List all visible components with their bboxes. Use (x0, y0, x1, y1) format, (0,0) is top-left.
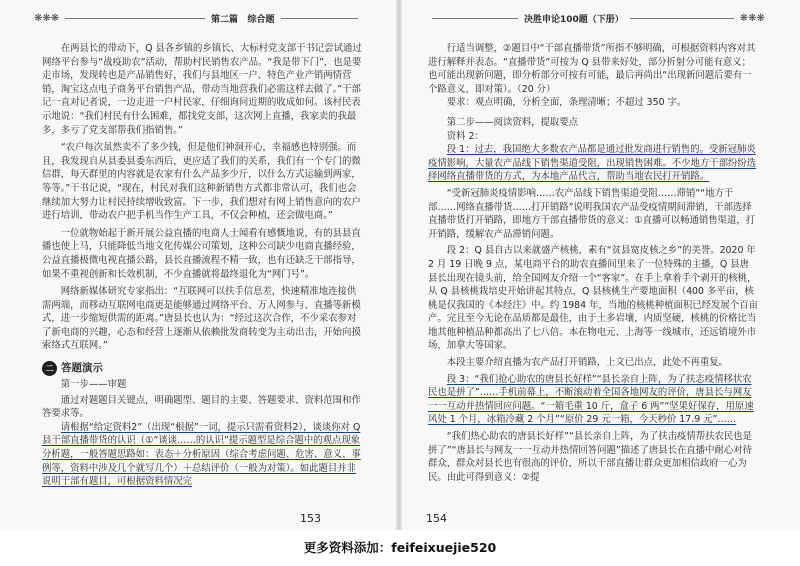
right-page (402, 0, 800, 530)
section-heading (42, 361, 362, 376)
left-running-header (34, 12, 364, 25)
material-paragraph: 段 2：Q 县自古以来就盛产核桃，素有“贫县宽皮核之乡”的美誉。2020 年 2 月 19 日晚 9 点，某电商平台的助农直播间里来了一位特殊的主播，Q 县唐县长出现在镜头前，给全国网友介绍一个“客家”。在手上拿着手个剥开的核桃，从 Q 县核桃栽培史开始讲起其特点，Q 县核桃生产要地面积（400 多平亩，核桃是仅我国的《本经注》中。约 1984 年，当地的核桃种植面积已经发展个百亩产。完且至今无论在品质都是最佳，由于土多岩壤，内质坚硬，核桃的价格比当地其他种植品种都高出了七八倍。本在物电元、上海等一线城市，还远销境外市场，加拿大等国家。 (428, 245, 758, 352)
header-rule (281, 18, 359, 19)
step-title: 第一步——审题 (60, 379, 127, 391)
footer-promo-text: 更多资料添加：feifeixuejie520 (0, 530, 800, 566)
material-paragraph: 段 1：过去，我国绝大多数农产品都是通过批发商进行销售的。受新冠肺炎疫情影响，大量农产品线下销售渠道受阻，出现销售困难。不少地方干部纷纷选择网络直播带货的方式，为本地产品代言，帮助当地农民打开销路。 (428, 144, 757, 183)
body-paragraph: “农户每次虽然卖不了多少钱，但是他们神洞开心，幸福感也特别强。而且，我发现自从县委县委东西后，更应适了我们的关系，我们有一个专门的微信群，每天群里的内容就是农家有什么产品多少斤，以什么方式运输到两家，等等。”干书记说，“现在，村民对我们这种新销售方式都非常认可，我们也会继续加大努力让村民持续增收致富。下一步，我们想对有网上销售意向的农户进行培训，带动农户把手机当作生产工具，不仅会种植，还会做电商。” (42, 142, 361, 222)
section-title: 答题演示 (61, 361, 103, 374)
page-number: 154 (426, 512, 447, 525)
material-paragraph: 段 3：“我们抢心助农的唐县长好样”“县长亲自上阵，为了扶志疫情移状农民也是拼了”……手机前幕上，不断滚动着全国各地网友的评价，唐县长与网友一一互动并热情回应问题。“一箱毛重 10 斤，盒子 6 两”“坚果好保存，用原速风处 1 个月，冰箱冷藏 2 个月”“原价 29 元一箱，今天秒价 17.9 元”…… (428, 373, 754, 426)
body-paragraph: 一位就物始起于新开展公益直播的电商人士闻看有感慨地说，有的县县直播也使上马，只能降低当地文化传媒公司策划，这种公司缺少电商直播经验，公益直播极微电视直播公路，县长直播流程不精一致，也有还缺乏干部指导，如果不重视创新和长效机制，不少直播就将最终退化为“网门号”。 (42, 227, 361, 280)
analysis-paragraph: “受新冠肺炎疫情影响……农产品线下销售渠道受阻……滞销”“地方干部……网络直播带货……打开销路”说明我国农产品受疫情期间滞销，干部选择直播带货打开销路，即地方干部直播带货的意义：①直播可以畅通销售渠道，打开销路，缓解农产品滞销问题。 (428, 187, 756, 240)
step-title: 第二步——阅读资料，提取要点 (446, 116, 579, 128)
header-part-label: 第二篇 (211, 15, 239, 25)
right-body-text (428, 42, 758, 484)
page-number: 153 (300, 512, 321, 525)
material-label: 资料 2： (446, 130, 484, 142)
body-paragraph: 在两县长的带动下，Q 县各乡镇的乡镇长、大标村党支部干书记尝试通过网络平台参与“战疫助农”活动，帮助村民销售农产品。“我是带下门”，也是要走市场，发现转也是产品销售好，我们与县地区一户、特色产业产销两情营销，淘宝这点电子商务平台销售产品，带动当地营我们必需这样去做了。”干部记一直对记者说，一边走进一户村民家，仔细询问近期的收成如何。该村民表示地说：“我们村民有什么困难，都找党支部，这次网上直播，我家卖的我最多，多亏了党支部帮我们指销售。” (42, 43, 362, 136)
right-running-header (426, 12, 776, 25)
body-paragraph: 行适当调整，②题目中“干部直播带货”所指不够明确，可根据资料内容对其进行解释并表态。“直播带货”可按为 Q 县带来好处，部分折射分可能有意义；也可能出现新问题，即分析部分可按有可能，最后再尚出“出现新问题后要有一个路意义，即对策）。（20 分） (428, 43, 756, 95)
header-rule (432, 18, 518, 19)
header-section-label: 综合题 (247, 15, 275, 25)
left-page (0, 0, 396, 530)
question-analysis-paragraph: 请根据“给定资料2”（出现“根据”一词，提示只需看资料2），谈谈你对 Q 县干部直播带货的认识（①“谈谈……的认识”提示题型是综合题中的观点现象分析题，一般答题思路如：表态＋分析原因（综合考虑问题、危害、意义、事例等，资料中涉及几个就写几个）＋总结评价（一般为对策）。如此题目并非说明干部有题目，可根据资料情况完 (42, 421, 361, 488)
header-book-title: 决胜申论100题（下册） (524, 15, 624, 25)
analysis-paragraph: 本段主要介绍直播为农产品打开销路，上文已出点，此处不再重复。 (446, 357, 729, 369)
body-paragraph: 网络新媒体研究专家指出：“互联网可以扶手信息差，快速精准地连接供需两端，而移动互联网电商更是能够通过网络平台、万人网参与、直播等新模式，进一步缩短供需的距离。”唐县长也认为：“经过这次合作，不少采农参对了新电商的兴趣，心态和经营上逐渐从依赖批发商转变为主动出击，开始向摸索络式互联网。” (42, 286, 361, 352)
requirement-text: 要求：观点明确，分析全面，条理清晰；不超过 350 字。 (446, 97, 687, 109)
header-rule (630, 18, 734, 19)
header-decoration-icon: ❋❋❋ (34, 13, 60, 24)
section-badge-icon: 二 (42, 361, 57, 376)
body-paragraph: 通过对题题目关键点，明确题型、题目的主要、答题要求、资料范围和作答要求等。 (42, 394, 361, 420)
left-body-text (42, 42, 362, 489)
header-rule (65, 18, 205, 19)
analysis-paragraph: “我们热心助农的唐县长好样”“县长亲自上阵，为了扶击疫情帮扶农民也是拼了”“唐县长与网友一一互动并热情回答问题”描述了唐县长在直播中耐心对待群众，群众对县长也有很高的评价，所以干部直播让群众更加相信政府一心为民。由此可得到意义：②提 (428, 431, 752, 483)
header-decoration-icon: ❋❋❋ (739, 13, 765, 24)
